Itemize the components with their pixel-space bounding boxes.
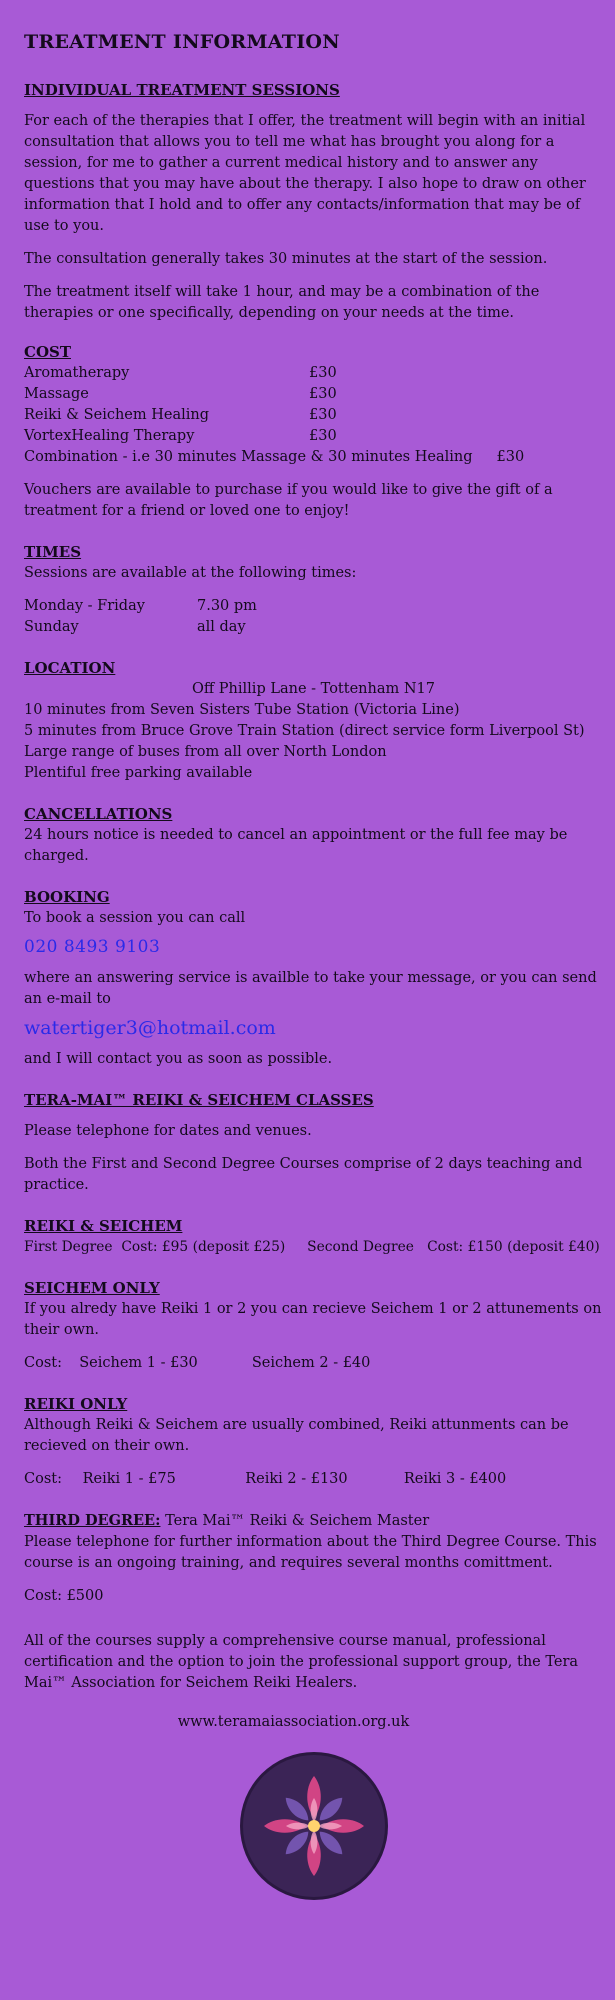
cancellations-section [24,804,603,867]
reiki-seichem-heading: REIKI & SEICHEM [24,1217,183,1235]
logo-wrap [24,1755,603,1897]
classes-section [24,1090,603,1196]
cancellations-heading: CANCELLATIONS [24,805,173,823]
third-degree-subtitle: Tera Mai™ Reiki & Seichem Master [165,1513,430,1529]
third-degree-cost: Cost: £500 [24,1588,104,1604]
cost-item-name: Reiki & Seichem Healing [24,407,210,423]
third-degree-title-row [24,1510,603,1532]
individual-paragraph-1: For each of the therapies that I offer, the treatment will begin with an initial consultation that allows you to tell me what has brought you along for a session, for me to gather a current medical history and to answer any questions that you may have about the therapy. I also hope to draw on other information that I hold and to offer any contacts/information that may be of use to you. [24,113,586,234]
reiki-1-cost: Reiki 1 - £75 [82,1471,176,1487]
location-address: Off Phillip Lane - Tottenham N17 [192,681,435,697]
times-time: 7.30 pm [197,598,257,614]
times-day: Sunday [24,619,79,635]
cost-row [24,426,603,447]
seichem-only-text: If you alredy have Reiki 1 or 2 you can recieve Seichem 1 or 2 attunements on their own. [24,1301,602,1338]
reiki-seichem-costs: First Degree Cost: £95 (deposit £25) Second Degree Cost: £150 (deposit £40) [24,1239,600,1255]
classes-paragraph-1: Please telephone for dates and venues. [24,1123,312,1139]
cost-item-price: £30 [309,386,337,402]
cost-label: Cost: [24,1355,62,1371]
times-row [24,596,603,617]
booking-intro: To book a session you can call [24,910,246,926]
booking-middle: where an answering service is availble to take your message, or you can send an e-mail to [24,970,597,1007]
cost-combination: Combination - i.e 30 minutes Massage & 30 minutes Healing [24,449,473,465]
cost-combination-price: £30 [496,449,525,465]
times-intro: Sessions are available at the following times: [24,565,357,581]
seichem-only-section [24,1278,603,1374]
cost-row [24,405,603,426]
location-heading: LOCATION [24,659,116,677]
page-title: TREATMENT INFORMATION [24,31,340,53]
cancellations-text: 24 hours notice is needed to cancel an appointment or the full fee may be charged. [24,827,568,864]
individual-section [24,80,603,324]
cost-item-name: Massage [24,386,89,402]
times-row [24,617,603,638]
closing-text: All of the courses supply a comprehensive course manual, professional certification and the option to join the professional support group, the Tera Mai™ Association for Seichem Reiki Healers. [24,1633,579,1691]
reiki-only-costs [24,1469,603,1490]
booking-outro: and I will contact you as soon as possible. [24,1051,333,1067]
third-degree-heading: THIRD DEGREE: [24,1512,161,1529]
reiki-only-heading: REIKI ONLY [24,1395,128,1413]
cost-label: Cost: [24,1471,62,1487]
booking-section [24,887,603,1070]
seichem-1-cost: Seichem 1 - £30 [79,1355,198,1371]
cost-item-price: £30 [309,428,337,444]
reiki-only-text: Although Reiki & Seichem are usually combined, Reiki attunments can be recieved on their own. [24,1417,569,1454]
location-line: Plentiful free parking available [24,765,253,781]
reiki-2-cost: Reiki 2 - £130 [245,1471,348,1487]
seichem-only-costs [24,1353,603,1374]
booking-heading: BOOKING [24,888,110,906]
cost-section [24,342,603,522]
lotus-flower-icon [254,1766,374,1886]
association-url[interactable]: www.teramaiassociation.org.uk [177,1714,410,1730]
location-line: Large range of buses from all over North London [24,744,387,760]
times-day: Monday - Friday [24,598,145,614]
cost-item-price: £30 [309,407,337,423]
third-degree-text: Please telephone for further information about the Third Degree Course. This course is an ongoing training, and requires several months comittment. [24,1534,597,1571]
cost-item-name: Aromatherapy [24,365,130,381]
location-line: 10 minutes from Seven Sisters Tube Station (Victoria Line) [24,702,460,718]
times-time: all day [197,619,246,635]
seichem-only-heading: SEICHEM ONLY [24,1279,160,1297]
individual-paragraph-3: The treatment itself will take 1 hour, and may be a combination of the therapies or one specifically, depending on your needs at the time. [24,284,540,321]
reiki-only-section [24,1394,603,1490]
individual-heading: INDIVIDUAL TREATMENT SESSIONS [24,81,340,99]
reiki-seichem-section [24,1216,603,1258]
third-degree-section [24,1510,603,1607]
cost-item-price: £30 [309,365,337,381]
seichem-2-cost: Seichem 2 - £40 [251,1355,371,1371]
classes-heading: TERA-MAI™ REIKI & SEICHEM CLASSES [24,1091,374,1109]
closing-section [24,1631,603,1733]
location-section [24,658,603,784]
reiki-3-cost: Reiki 3 - £400 [403,1471,507,1487]
location-line: 5 minutes from Bruce Grove Train Station (direct service form Liverpool St) [24,723,585,739]
cost-item-name: VortexHealing Therapy [24,428,195,444]
classes-paragraph-2: Both the First and Second Degree Courses comprise of 2 days teaching and practice. [24,1156,583,1193]
cost-heading: COST [24,343,71,361]
cost-row [24,363,603,384]
lotus-logo [243,1755,385,1897]
cost-row [24,384,603,405]
times-section [24,542,603,638]
cost-combination-row [24,447,603,468]
email-link[interactable]: watertiger3@hotmail.com [24,1017,276,1039]
vouchers-text: Vouchers are available to purchase if you would like to give the gift of a treatment for a friend or loved one to enjoy! [24,482,553,519]
phone-number[interactable]: 020 8493 9103 [24,937,161,957]
individual-paragraph-2: The consultation generally takes 30 minutes at the start of the session. [24,251,548,267]
times-heading: TIMES [24,543,82,561]
